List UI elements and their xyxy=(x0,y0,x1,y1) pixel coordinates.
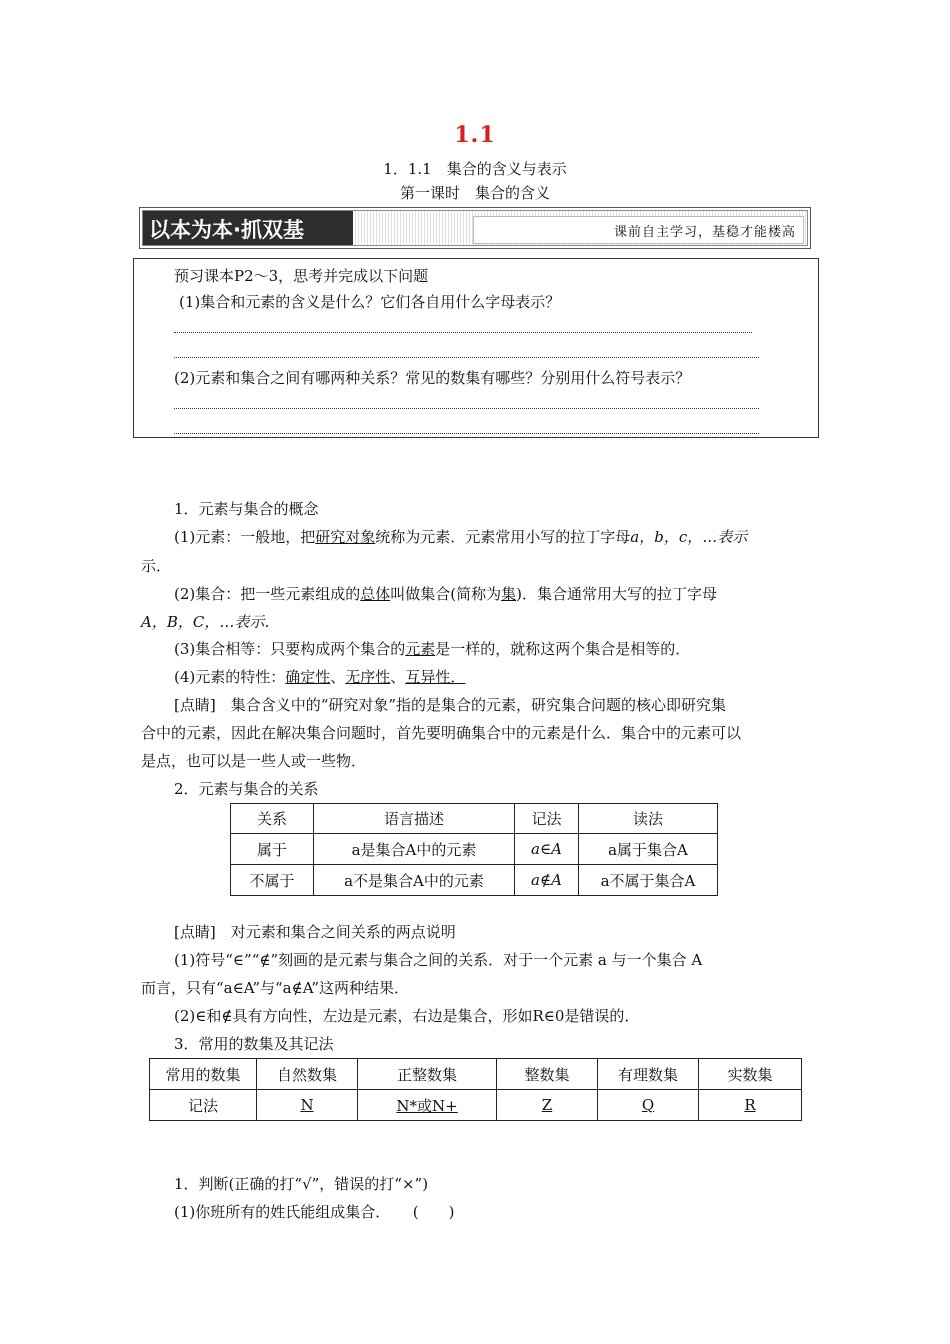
text-span: (4)元素的特性： xyxy=(174,668,286,686)
table-cell: a∉A xyxy=(515,865,579,896)
table-row xyxy=(150,1090,802,1121)
underlined-term: 总体 xyxy=(360,585,391,603)
table-cell xyxy=(598,1090,699,1121)
set-symbol: Q xyxy=(641,1096,655,1114)
concept-set xyxy=(174,583,717,604)
set-symbol: N*或N+ xyxy=(396,1096,458,1115)
concept-element-cont: 示． xyxy=(141,557,172,575)
table-cell: a不是集合A中的元素 xyxy=(314,865,515,896)
table-cell: 属于 xyxy=(231,834,314,865)
table-cell xyxy=(358,1090,497,1121)
underlined-term: 互异性． xyxy=(405,668,466,686)
preview-question-1: (1)集合和元素的含义是什么？它们各自用什么字母表示？ xyxy=(179,293,561,311)
tip-line-2: 合中的元素，因此在解决集合问题时，首先要明确集合中的元素是什么．集合中的元素可以 xyxy=(141,724,742,742)
table-cell: 记法 xyxy=(150,1090,257,1121)
table-header-cell: 语言描述 xyxy=(314,804,515,834)
banner-right-block xyxy=(473,216,804,244)
table-row xyxy=(231,834,718,865)
section-number: 1.1 xyxy=(454,122,496,148)
set-symbol: Z xyxy=(541,1096,553,1114)
concept-properties xyxy=(174,666,465,687)
exercise-heading: 1．判断(正确的打“√”，错误的打“×”) xyxy=(174,1175,429,1193)
table-cell: a属于集合A xyxy=(579,834,718,865)
answer-line-1 xyxy=(174,332,752,333)
table-row xyxy=(231,865,718,896)
underlined-term: 无序性 xyxy=(345,668,391,686)
relation-tip-2: (2)∈和∉具有方向性，左边是元素，右边是集合，形如R∈0是错误的． xyxy=(174,1007,640,1025)
table-header-row xyxy=(150,1059,802,1090)
subsection-title: 1．1.1 集合的含义与表示 xyxy=(383,160,567,178)
table-header-row xyxy=(231,804,718,834)
tip-line-1: [点睛] 集合含义中的“研究对象”指的是集合的元素，研究集合问题的核心即研究集 xyxy=(174,696,727,714)
underlined-term: 研究对象 xyxy=(315,528,376,546)
table-cell: a不属于集合A xyxy=(579,865,718,896)
text-span: 叫做集合(简称为 xyxy=(390,585,502,603)
banner-dark-block xyxy=(143,211,353,245)
text-span: (2)集合：把一些元素组成的 xyxy=(174,585,361,603)
table-cell: a∈A xyxy=(515,834,579,865)
relation-heading: 2．元素与集合的关系 xyxy=(174,780,319,798)
table-header-cell: 常用的数集 xyxy=(150,1059,257,1090)
preview-question-2: (2)元素和集合之间有哪两种关系？常见的数集有哪些？分别用什么符号表示？ xyxy=(174,369,691,387)
concept-heading: 1．元素与集合的概念 xyxy=(174,500,319,518)
table-cell: 不属于 xyxy=(231,865,314,896)
banner-right-text: 课前自主学习，基稳才能楼高 xyxy=(614,225,797,240)
set-symbol: R xyxy=(744,1096,756,1114)
concept-element xyxy=(174,526,747,547)
tip-line-3: 是点，也可以是一些人或一些物． xyxy=(141,752,367,770)
table-header-cell: 正整数集 xyxy=(358,1059,497,1090)
answer-line-4 xyxy=(174,433,759,434)
table-header-cell: 读法 xyxy=(579,804,718,834)
banner-left-text: 以本为本·抓双基 xyxy=(149,218,304,242)
set-symbol: N xyxy=(300,1096,314,1114)
table-header-cell: 关系 xyxy=(231,804,314,834)
text-span: 、 xyxy=(390,668,406,686)
table-header-cell: 自然数集 xyxy=(257,1059,358,1090)
text-span: 是一样的，就称这两个集合是相等的． xyxy=(435,640,691,658)
table-header-cell: 整数集 xyxy=(497,1059,598,1090)
text-span: 统称为元素．元素常用小写的拉丁字母 xyxy=(375,528,631,546)
underlined-term: 集 xyxy=(501,585,517,603)
answer-line-3 xyxy=(174,408,759,409)
preview-intro: 预习课本P2～3，思考并完成以下问题 xyxy=(174,267,429,285)
answer-line-2 xyxy=(174,357,759,358)
preview-box xyxy=(133,258,819,438)
underlined-term: 确定性 xyxy=(285,668,331,686)
relation-tip-heading: [点睛] 对元素和集合之间关系的两点说明 xyxy=(174,923,456,941)
table-header-cell: 记法 xyxy=(515,804,579,834)
text-span: )．集合通常用大写的拉丁字母 xyxy=(516,585,717,603)
relation-tip-1-line-2: 而言，只有“a∈A”与“a∉A”这两种结果． xyxy=(141,979,410,997)
text-span: 、 xyxy=(330,668,346,686)
table-header-cell: 有理数集 xyxy=(598,1059,699,1090)
relation-table xyxy=(230,803,718,896)
concept-equal xyxy=(174,638,690,659)
table-cell xyxy=(497,1090,598,1121)
numsets-table xyxy=(149,1058,802,1121)
table-cell xyxy=(699,1090,802,1121)
exercise-question-1: (1)你班所有的姓氏能组成集合． ( ) xyxy=(174,1203,455,1221)
concept-set-cont: A，B，C，…表示． xyxy=(141,613,280,631)
relation-tip-1-line-1: (1)符号“∈”“∉”刻画的是元素与集合之间的关系．对于一个元素 a 与一个集合 A xyxy=(174,951,703,969)
underlined-term: 元素 xyxy=(405,640,436,658)
table-header-cell: 实数集 xyxy=(699,1059,802,1090)
section-banner xyxy=(139,207,811,249)
table-cell xyxy=(257,1090,358,1121)
text-span: (3)集合相等：只要构成两个集合的 xyxy=(174,640,406,658)
text-span: (1)元素：一般地，把 xyxy=(174,528,316,546)
text-span: a，b，c，…表示 xyxy=(630,528,748,546)
lesson-title: 第一课时 集合的含义 xyxy=(399,184,550,202)
table-cell: a是集合A中的元素 xyxy=(314,834,515,865)
numsets-heading: 3．常用的数集及其记法 xyxy=(174,1035,334,1053)
